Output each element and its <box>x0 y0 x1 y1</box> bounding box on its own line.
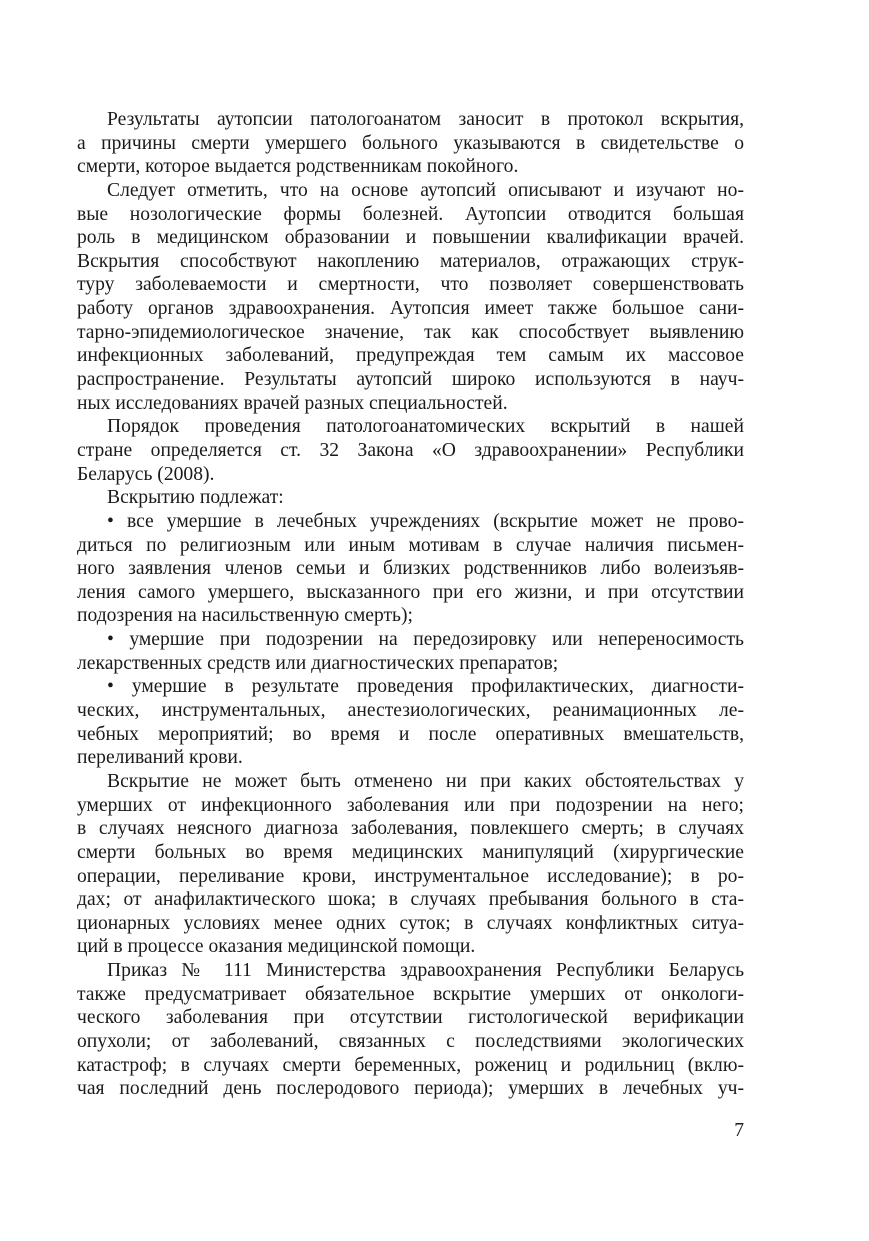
text-line: Следует отметить, что на основе аутопсий описывают и изучают но- <box>107 179 744 201</box>
text-line: вые нозологические формы болезней. Аутопсии отводится большая <box>77 203 744 225</box>
page-number: 7 <box>734 1120 744 1141</box>
text-line: инфекционных заболеваний, предупреждая тем самым их массовое <box>77 345 744 367</box>
text-line: Приказ № 111 Министерства здравоохранения Республики Беларусь <box>107 960 744 982</box>
text-line: умерших от инфекционного заболевания или при подозрении на него; <box>77 794 744 816</box>
text-line: подозрения на насильственную смерть); <box>77 605 413 627</box>
paragraph-autopsy-significance <box>77 179 744 415</box>
text-line: также предусматривает обязательное вскрытие умерших от онкологи- <box>77 983 744 1005</box>
text-line: тарно-эпидемиологическое значение, так как способствует выявлению <box>77 321 744 343</box>
text-line: дах; от анафилактического шока; в случаях пребывания больного в ста- <box>77 889 744 911</box>
text-line: Результаты аутопсии патологоанатом заносит в протокол вскрытия, <box>107 109 744 130</box>
text-line: ления самого умершего, высказанного при его жизни, и при отсутствии <box>77 581 744 603</box>
page-body <box>77 108 744 1101</box>
text-line: смерти больных во время медицинских манипуляций (хирургические <box>77 841 744 863</box>
text-line: стране определяется ст. 32 Закона «О здравоохранении» Республики <box>77 439 744 461</box>
text-line: лекарственных средств или диагностических препаратов; <box>77 652 559 674</box>
text-line: катастроф; в случаях смерти беременных, рожениц и родильниц (вклю- <box>77 1054 744 1076</box>
text-line: опухоли; от заболеваний, связанных с последствиями экологических <box>77 1030 744 1052</box>
text-line: распространение. Результаты аутопсий широко используются в науч- <box>77 369 744 391</box>
text-line: ционарных условиях менее одних суток; в случаях конфликтных ситуа- <box>77 912 744 934</box>
paragraph-list-intro <box>77 486 744 510</box>
text-line: диться по религиозным или иным мотивам в случае наличия письмен- <box>77 534 744 556</box>
text-line: • умершие при подозрении на передозировку или непереносимость <box>107 629 744 651</box>
text-line: операции, переливание крови, инструментальное исследование); в ро- <box>77 865 744 887</box>
text-line: Вскрытие не может быть отменено ни при каких обстоятельствах у <box>107 770 744 792</box>
text-line: в случаях неясного диагноза заболевания, повлекшего смерть; в случаях <box>77 818 744 840</box>
text-line: переливаний крови. <box>77 747 243 769</box>
text-line: роль в медицинском образовании и повышении квалификации врачей. <box>77 227 744 249</box>
text-line: Беларусь (2008). <box>77 463 215 485</box>
paragraph-mandatory-autopsy <box>77 770 744 959</box>
bullet-item-overdose <box>77 628 744 675</box>
text-line: ных исследованиях врачей разных специальностей. <box>77 392 508 414</box>
text-line: ного заявления членов семьи и близких родственников либо волеизъяв- <box>77 558 744 580</box>
text-line: работу органов здравоохранения. Аутопсия имеет также большое сани- <box>77 298 744 320</box>
text-line: туру заболеваемости и смертности, что позволяет совершенствовать <box>77 274 744 296</box>
text-line: Вскрытию подлежат: <box>107 487 284 509</box>
text-line: ческого заболевания при отсутствии гистологической верификации <box>77 1007 744 1029</box>
paragraph-autopsy-results <box>77 108 744 179</box>
text-line: • все умершие в лечебных учреждениях (вскрытие может не прово- <box>107 510 744 532</box>
text-line: ций в процессе оказания медицинской помощи. <box>77 936 476 958</box>
text-line: • умершие в результате проведения профилактических, диагности- <box>107 676 744 698</box>
text-line: Порядок проведения патологоанатомических вскрытий в нашей <box>107 416 744 438</box>
text-line: чая последний день послеродового периода); умерших в лечебных уч- <box>77 1078 744 1100</box>
text-line: а причины смерти умершего больного указываются в свидетельстве о <box>77 132 744 154</box>
text-line: Вскрытия способствуют накоплению материалов, отражающих струк- <box>77 250 744 272</box>
text-line: смерти, которое выдается родственникам покойного. <box>77 156 519 178</box>
text-line: ческих, инструментальных, анестезиологических, реанимационных ле- <box>77 700 744 722</box>
bullet-item-procedures <box>77 675 744 770</box>
text-line: чебных мероприятий; во время и после оперативных вмешательств, <box>77 723 744 745</box>
bullet-item-hospital-deaths <box>77 510 744 628</box>
paragraph-order-111 <box>77 959 744 1101</box>
paragraph-legal-basis <box>77 415 744 486</box>
